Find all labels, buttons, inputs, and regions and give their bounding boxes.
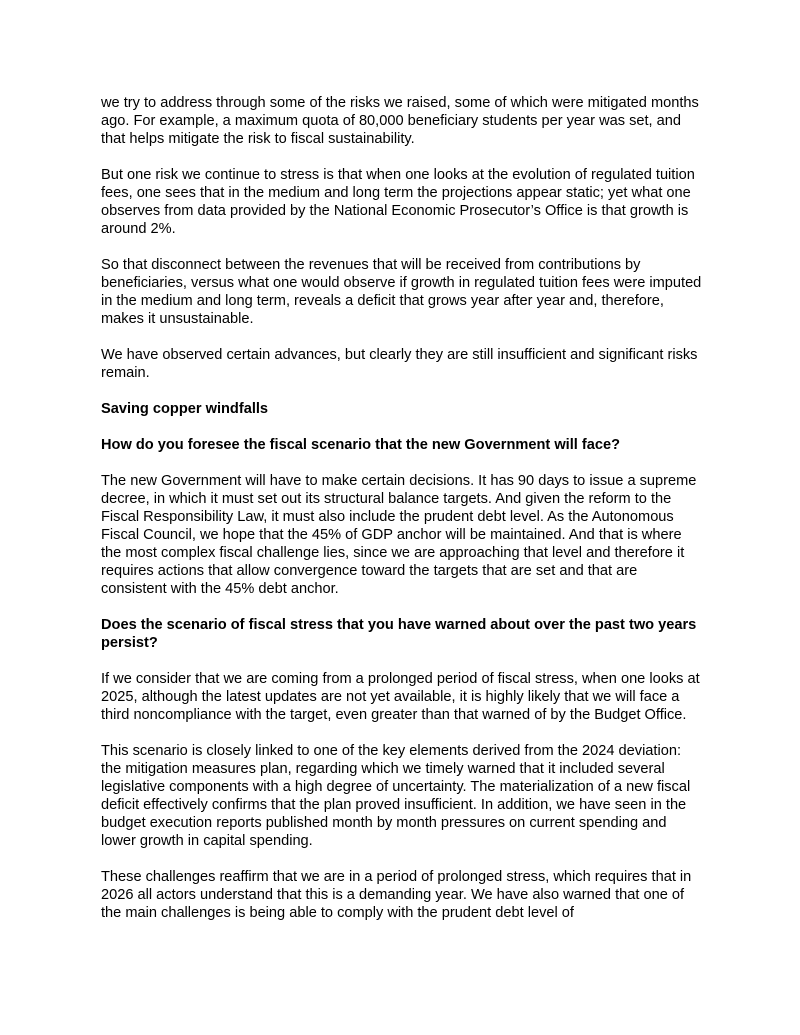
question-fiscal-stress: Does the scenario of fiscal stress that you have warned about over the past two years persist? [101,617,697,651]
paragraph-prolonged-stress: These challenges reaffirm that we are in a period of prolonged stress, which requires that in 2026 all actors understand that this is a demanding year. We have also warned that one of the main challenges is being able to comply with the prudent debt level of [101,869,692,921]
answer-fiscal-stress: If we consider that we are coming from a prolonged period of fiscal stress, when one looks at 2025, although the latest updates are not yet available, it is highly likely that we will face a third noncompliance with the target, even greater than that warned of by the Budget Office. [101,671,700,723]
paragraph-regulated-tuition-fees: But one risk we continue to stress is that when one looks at the evolution of regulated tuition fees, one sees that in the medium and long term the projections appear static; yet what one observes from data provided by the National Economic Prosecutor’s Office is that growth is around 2%. [101,167,695,237]
paragraph-revenue-disconnect: So that disconnect between the revenues that will be received from contributions by beneficiaries, versus what one would observe if growth in regulated tuition fees were imputed in the medium and long term, reveals a deficit that grows year after year and, therefore, makes it unsustainable. [101,257,702,327]
question-fiscal-scenario: How do you foresee the fiscal scenario that the new Government will face? [101,437,621,453]
paragraph-tuition-risks-mitigated: we try to address through some of the risks we raised, some of which were mitigated months ago. For example, a maximum quota of 80,000 beneficiary students per year was set, and that helps mitigate the risk to fiscal sustainability. [101,95,699,147]
section-heading-copper-windfalls: Saving copper windfalls [101,401,269,417]
paragraph-insufficient-advances: We have observed certain advances, but clearly they are still insufficient and significant risks remain. [101,347,698,381]
paragraph-mitigation-plan: This scenario is closely linked to one of the key elements derived from the 2024 deviation: the mitigation measures plan, regarding which we timely warned that it included several legislative components with a high degree of uncertainty. The materialization of a new fiscal deficit effectively confirms that the plan proved insufficient. In addition, we have seen in the budget execution reports published month by month pressures on current spending and lower growth in capital spending. [101,743,691,849]
document-page [101,94,705,940]
answer-fiscal-scenario: The new Government will have to make certain decisions. It has 90 days to issue a supreme decree, in which it must set out its structural balance targets. And given the reform to the Fiscal Responsibility Law, it must also include the prudent debt level. As the Autonomous Fiscal Council, we hope that the 45% of GDP anchor will be maintained. And that is where the most complex fiscal challenge lies, since we are approaching that level and therefore it requires actions that allow convergence toward the targets that are set and that are consistent with the 45% debt anchor. [101,473,697,597]
